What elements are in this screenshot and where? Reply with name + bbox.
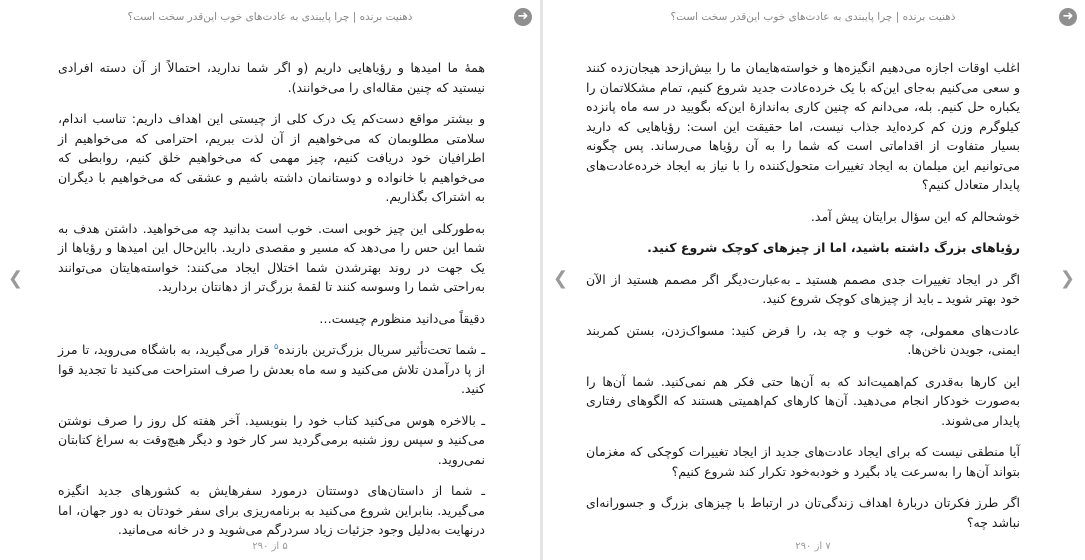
page-number: ۷ از ۲۹۰ — [795, 541, 831, 552]
paragraph: خوشحالم که این سؤال برایتان پیش آمد. — [810, 208, 1020, 224]
list-item: ـ شما تحت‌تأثیر سریال بزرگ‌ترین بازنده$^۵$ قرار می‌گیرید، به باشگاه می‌روید، تا مرز از پا درآمدن تلاش می‌کنید و سه ماه بعدش را صرف استراحت می‌کنید تا تجدید قوا کنید. — [58, 341, 485, 396]
list-item: ـ بالاخره هوس می‌کنید کتاب خود را بنویسید. آخر هفته کل روز را صرف نوشتن می‌کنید و سپس روز شنبه برمی‌گردید سر کار خود و دیگر هیچ‌وقت به سراغ کتابتان نمی‌روید. — [58, 412, 485, 467]
paragraph: دقیقاً می‌دانید منظورم چیست… — [319, 310, 485, 326]
book-page-left — [0, 0, 540, 560]
paragraph: آیا منطقی نیست که برای ایجاد عادت‌های جدید از ایجاد تغییرات کوچکی که مغزمان بتواند آن‌ها را به‌سرعت یاد بگیرد و خودبه‌خود تکرار کند شروع کنیم؟ — [586, 444, 1020, 479]
list-item: ـ شما از داستان‌های دوستتان درمورد سفرهایش به کشورهای جدید انگیزه می‌گیرید. بنابراین شروع می‌کنید به برنامه‌ریزی برای سفر خودتان به دور جهان، اما درنهایت به‌دلیل وجود جزئیات زیاد سردرگم می‌شوید و در خانه می‌مانید. — [58, 483, 485, 537]
paragraph: و بیشتر مواقع دست‌کم یک درک کلی از چیستی این اهداف داریم: تناسب اندام، سلامتی مطلوبمان که می‌خواهیم از آن لذت ببریم، احترامی که می‌خواهیم از اطرافیان خود دریافت کنیم، چیز مهمی که می‌خواهیم خلق کنیم، روابطی که می‌خواهیم با خانواده و دوستانمان داشته باشیم و عشقی که می‌خواهیم با دیگران به اشتراک بگذاریم. — [58, 111, 485, 204]
page-number: ۵ از ۲۹۰ — [252, 541, 288, 552]
chevron-right-icon: ❯ — [1059, 268, 1075, 289]
page-text — [58, 58, 485, 552]
prev-page-button[interactable] — [553, 270, 568, 288]
prev-page-button[interactable] — [8, 270, 23, 288]
back-arrow-icon: ➜ — [517, 9, 529, 24]
page-text — [586, 58, 1020, 544]
paragraph: اگر در ایجاد تغییرات جدی مصمم هستید ـ به‌عبارت‌دیگر اگر مصمم هستید از الآن خود بهتر شوید ـ باید از چیزهای کوچک شروع کنید. — [586, 271, 1020, 306]
paragraph: همهٔ ما امیدها و رؤیاهایی داریم (و اگر شما ندارید، احتمالاً از آن دسته افرادی نیستید که چنین مقاله‌ای را می‌خوانند). — [58, 60, 485, 95]
paragraph: عادت‌های معمولی، چه خوب و چه بد، را فرض کنید: مسواک‌زدن، بستن کمربند ایمنی، جویدن ناخن‌ها. — [586, 322, 1020, 357]
back-button[interactable] — [1059, 8, 1077, 26]
page-header-title: ذهنیت برنده | چرا پایبندی به عادت‌های خوب این‌قدر سخت است؟ — [127, 11, 413, 23]
paragraph: به‌طورکلی این چیز خوبی است. خوب است بدانید چه می‌خواهید. داشتن هدف به شما این حس را می‌دهد که مسیر و مقصدی دارید. بااین‌حال این امیدها و رؤیاها از یک جهت در روند بهترشدن شما اختلال ایجاد می‌کنند: خواسته‌هایتان می‌توانند به‌راحتی شما را وسوسه کنند تا لقمهٔ بزرگ‌تر از دهانتان بردارید. — [58, 220, 485, 294]
footnote-reference[interactable]: ۵ — [273, 341, 279, 351]
paragraph: اغلب اوقات اجازه می‌دهیم انگیزه‌ها و خواسته‌هایمان ما را بیش‌ازحد هیجان‌زده کنند و سعی می‌کنیم به‌جای این‌که با یک خرده‌عادت جدید شروع کنیم، تمام مشکلاتمان را یکباره حل کنیم. بله، می‌دانم که چنین کاری به‌اندازهٔ این‌که بگویید در سه ماه پانزده کیلوگرم وزن کم کرده‌اید جذاب نیست، اما حقیقت این است: رؤیاهایی که دارید بسیار متفاوت از اقداماتی است که شما را به آن رؤیاها می‌رساند. پس چگونه می‌توانیم این میلمان به ایجاد تغییرات متحول‌کننده را با نیاز به ایجاد خرده‌عادت‌های پایدار متعادل کنیم؟ — [586, 60, 1020, 192]
book-page-right — [543, 0, 1083, 560]
section-heading: رؤیاهای بزرگ داشته باشید، اما از چیزهای کوچک شروع کنید. — [647, 240, 1020, 255]
next-page-button[interactable] — [1060, 270, 1075, 288]
chevron-left-icon: ❮ — [553, 268, 569, 289]
paragraph: اگر طرز فکرتان دربارهٔ اهداف زندگی‌تان در ارتباط با چیزهای بزرگ و جسورانه‌ای نباشد چه؟ — [586, 495, 1020, 530]
chevron-left-icon: ❮ — [8, 268, 24, 289]
back-arrow-icon: ➜ — [1062, 9, 1074, 24]
back-button[interactable] — [514, 8, 532, 26]
page-header-title: ذهنیت برنده | چرا پایبندی به عادت‌های خوب این‌قدر سخت است؟ — [670, 11, 956, 23]
paragraph: این کارها به‌قدری کم‌اهمیت‌اند که به آن‌ها حتی فکر هم نمی‌کنید. شما آن‌ها را به‌صورت خودکار انجام می‌دهید. آن‌ها کارهای کم‌اهمیتی هستند که الگوهای رفتاری پایدار می‌شوند. — [586, 373, 1020, 428]
